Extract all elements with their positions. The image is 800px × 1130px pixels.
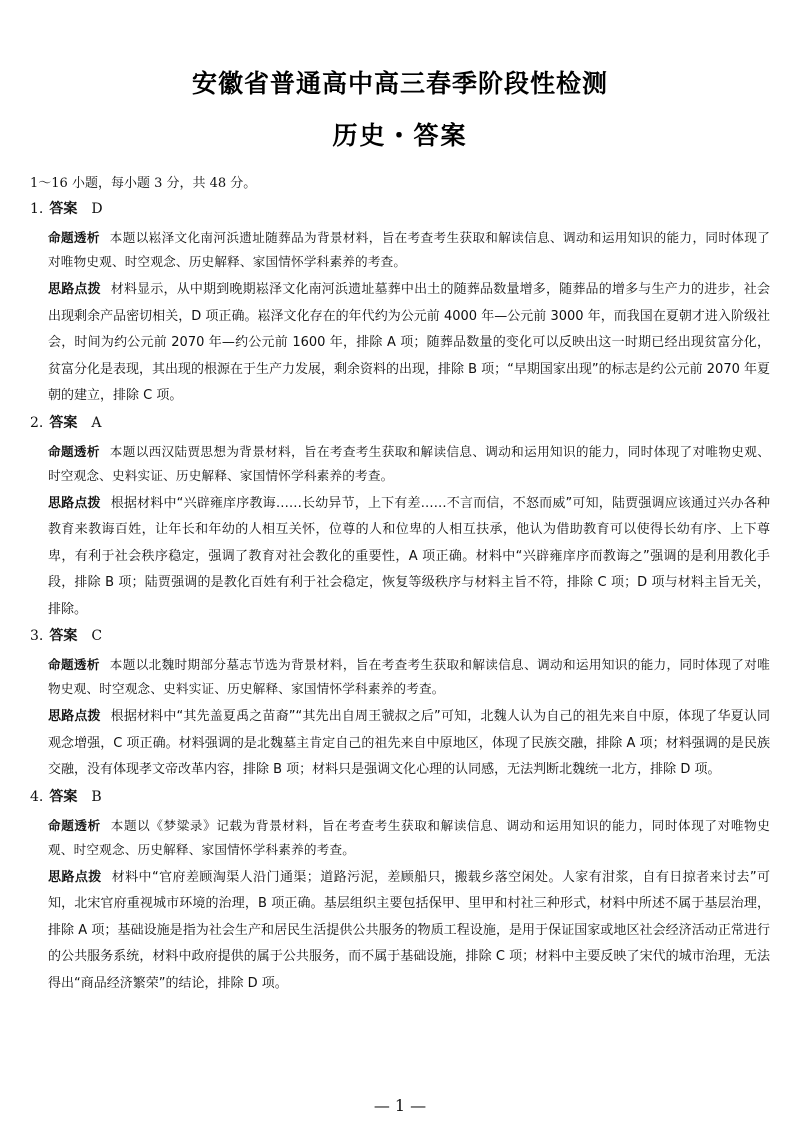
answer-content	[30, 174, 770, 1000]
analysis-text: 本题以北魏时期部分墓志节选为背景材料，旨在考查考生获取和解读信息、调动和运用知识的能力，同时体现了对唯物史观、时空观念、史料实证、历史解释、家国情怀学科素养的考查。	[48, 657, 770, 696]
analysis-paragraph	[48, 440, 770, 488]
analysis-label: 命题透析	[48, 443, 100, 459]
document-title: 安徽省普通高中高三春季阶段性检测	[191, 69, 608, 98]
hint-paragraph	[48, 865, 770, 998]
question-number: 1.	[30, 201, 44, 217]
question-header	[30, 626, 770, 653]
analysis-paragraph	[48, 653, 770, 701]
analysis-paragraph	[48, 814, 770, 862]
page-number: — 1 —	[373, 1096, 427, 1115]
analysis-text: 本题以崧泽文化南河浜遗址随葬品为背景材料，旨在考查考生获取和解读信息、调动和运用知识的能力，同时体现了对唯物史观、时空观念、历史解释、家国情怀学科素养的考查。	[48, 230, 770, 269]
hint-label: 思路点拨	[48, 869, 102, 885]
answer-choice: C	[91, 628, 103, 644]
answer-choice: D	[91, 201, 103, 217]
analysis-label: 命题透析	[48, 817, 101, 833]
answer-label: 答案	[49, 414, 78, 431]
hint-paragraph	[48, 277, 770, 410]
question-number: 2.	[30, 414, 44, 431]
analysis-label: 命题透析	[48, 657, 100, 672]
analysis-text: 本题以西汉陆贾思想为背景材料，旨在考查考生获取和解读信息、调动和运用知识的能力，同时体现了对唯物史观、时空观念、史料实证、历史解释、家国情怀学科素养的考查。	[48, 443, 770, 483]
answer-label: 答案	[49, 788, 78, 805]
analysis-label: 命题透析	[48, 230, 100, 245]
question-number: 4.	[30, 788, 44, 805]
hint-text: 根据材料中“兴辟雍庠序教诲……长幼异节，上下有差……不言而信，不怒而威”可知，陆贾强调应该通过兴办各种教育来教诲百姓，让年长和年幼的人相互关怀，位尊的人和位卑的人相互扶承，他认为借助教育可以使得长幼有序、上下尊卑，有利于社会秩序稳定，强调了教育对社会教化的重要性，A 项正确。材料中“兴辟雍庠序而教诲之”强调的是利用教化手段，排除 B 项；陆贾强调的是教化百姓有利于社会稳定，恢复等级秩序与材料主旨不符，排除 C 项；D 项与材料主旨无关，排除。	[48, 495, 770, 617]
document-subtitle: 历史・答案	[332, 121, 468, 150]
answer-label: 答案	[49, 201, 78, 217]
question-number: 3.	[30, 628, 44, 644]
hint-label: 思路点拨	[48, 495, 101, 511]
section-intro: 1～16 小题，每小题 3 分，共 48 分。	[30, 176, 257, 191]
answer-label: 答案	[49, 628, 78, 644]
hint-text: 根据材料中“其先盖夏禹之苗裔”“其先出自周王虢叔之后”可知，北魏人认为自己的祖先来自中原，体现了华夏认同观念增强，C 项正确。材料强调的是北魏墓主肯定自己的祖先来自中原地区，体现了民族交融，排除 A 项；材料强调的是民族交融，没有体现孝文帝改革内容，排除 B 项；材料只是强调文化心理的认同感，无法判断北魏统一北方，排除 D 项。	[48, 709, 770, 777]
analysis-paragraph	[48, 226, 770, 274]
hint-text: 材料中“官府差顾淘渠人沿门通渠；道路污泥，差顾船只，搬载乡落空闲处。人家有泔浆，自有日掠者来讨去”可知，北宋官府重视城市环境的治理，B 项正确。基层组织主要包括保甲、里甲和村社三种形式，材料中所述不属于基层治理，排除 A 项；基础设施是指为社会生产和居民生活提供公共服务的物质工程设施，是用于保证国家或地区社会经济活动正常进行的公共服务系统，材料中政府提供的属于公共服务，而不属于基础设施，排除 C 项；材料中主要反映了宋代的城市治理，无法得出“商品经济繁荣”的结论，排除 D 项。	[48, 869, 770, 991]
question-header	[30, 787, 770, 814]
hint-label: 思路点拨	[48, 282, 101, 297]
hint-paragraph	[48, 704, 770, 784]
hint-paragraph	[48, 491, 770, 624]
hint-text: 材料显示，从中期到晚期崧泽文化南河浜遗址墓葬中出土的随葬品数量增多，随葬品的增多与生产力的进步，社会出现剩余产品密切相关，D 项正确。崧泽文化存在的年代约为公元前 4000 年—公元前 3000 年，而我国在夏朝才进入阶级社会，时间为约公元前 2070 年—约公元前 1600 年，排除 A 项；随葬品数量的变化可以反映出这一时期已经出现贫富分化，贫富分化是表现，其出现的根源在于生产力发展，剩余资料的出现，排除 B 项；“早期国家出现”的标志是约公元前 2070 年夏朝的建立，排除 C 项。	[48, 282, 771, 403]
analysis-text: 本题以《梦粱录》记载为背景材料，旨在考查考生获取和解读信息、调动和运用知识的能力，同时体现了对唯物史观、时空观念、历史解释、家国情怀学科素养的考查。	[48, 817, 770, 857]
answer-choice: A	[91, 414, 102, 431]
hint-label: 思路点拨	[48, 709, 101, 724]
question-header	[30, 413, 770, 440]
question-header	[30, 199, 770, 226]
answer-choice: B	[91, 788, 102, 805]
